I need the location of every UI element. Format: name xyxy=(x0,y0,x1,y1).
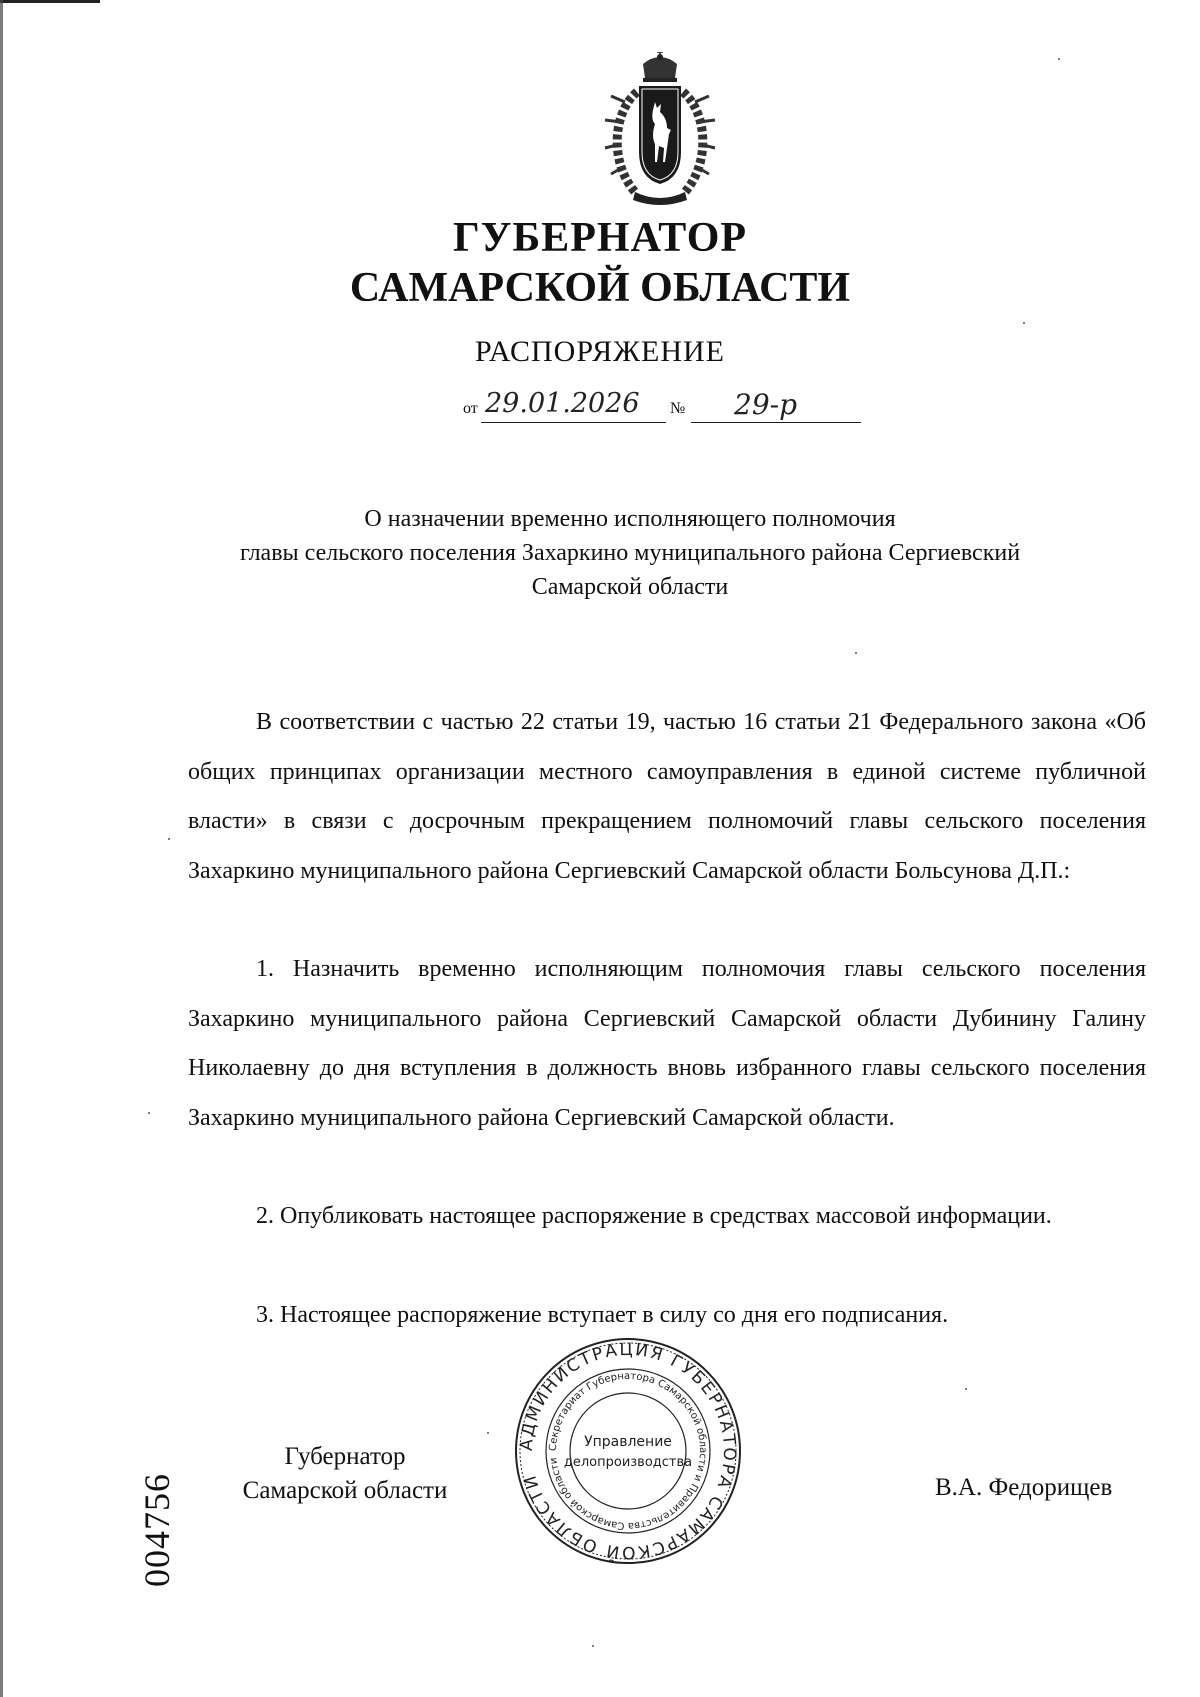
scan-speck xyxy=(168,838,170,840)
page-border-top xyxy=(0,0,100,3)
number-label: № xyxy=(670,400,686,417)
signatory-name: В.А. Федорищев xyxy=(935,1474,1113,1501)
signatory-title-line: Губернатор xyxy=(284,1443,406,1470)
authority-region: САМАРСКОЙ ОБЛАСТИ xyxy=(349,265,851,311)
stamp-middle-text: Секретариат Губернатора Самарской области и Правительства Самарской области xyxy=(547,1370,709,1532)
scan-speck xyxy=(965,1388,967,1390)
preamble-paragraph: В соответствии с частью 22 статьи 19, частью 16 статьи 21 Федерального закона «Об общих принципах организации местного самоуправления в единой системе публичной власти» в связи с досрочным прекращением полномочий главы сельского поселения Захаркино муниципального района Сергиевский Самарской области Больсунова Д.П.: xyxy=(188,709,1146,884)
item-1-paragraph: 1. Назначить временно исполняющим полномочия главы сельского поселения Захаркино муниципального района Сергиевский Самарской области Дубинину Галину Николаевну до дня вступления в должность вновь избранного главы сельского поселения Захаркино муниципального района Сергиевский Самарской области. xyxy=(188,956,1146,1131)
number-underline xyxy=(691,422,861,423)
document-subject xyxy=(170,502,1090,604)
item-3-paragraph: 3. Настоящее распоряжение вступает в силу со дня его подписания. xyxy=(256,1302,949,1328)
signatory-title xyxy=(215,1440,475,1508)
subject-line: Самарской области xyxy=(531,574,729,600)
scan-speck xyxy=(1058,58,1060,60)
subject-line: О назначении временно исполняющего полномочия xyxy=(364,506,896,532)
document-number: 29-р xyxy=(734,388,798,421)
scan-speck xyxy=(855,652,857,654)
signatory-title-line: Самарской области xyxy=(242,1477,448,1504)
document-type: РАСПОРЯЖЕНИЕ xyxy=(474,335,726,368)
date-number-line xyxy=(463,388,863,428)
date-label: от xyxy=(463,400,478,417)
stamp-outer-text: АДМИНИСТРАЦИЯ ГУБЕРНАТОРА САМАРСКОЙ ОБЛАСТИ xyxy=(516,1339,740,1563)
official-stamp xyxy=(513,1336,743,1566)
stamp-center-line: Управление xyxy=(584,1434,672,1450)
scan-speck xyxy=(1023,322,1025,324)
scan-speck xyxy=(592,1645,594,1647)
registration-number: 004756 xyxy=(137,1473,177,1587)
item-2-paragraph: 2. Опубликовать настоящее распоряжение в средствах массовой информации. xyxy=(256,1203,1052,1229)
coat-of-arms-emblem xyxy=(595,52,725,207)
stamp-center-line: делопроизводства xyxy=(563,1455,693,1470)
date-underline xyxy=(481,422,666,423)
subject-line: главы сельского поселения Захаркино муниципального района Сергиевский xyxy=(239,540,1021,566)
document-date: 29.01.2026 xyxy=(485,388,640,419)
scan-speck xyxy=(148,1112,150,1114)
authority-title: ГУБЕРНАТОР xyxy=(452,215,748,261)
scan-speck xyxy=(487,1432,489,1434)
svg-text:Секретариат Губернатора Самарс xyxy=(548,1371,708,1531)
